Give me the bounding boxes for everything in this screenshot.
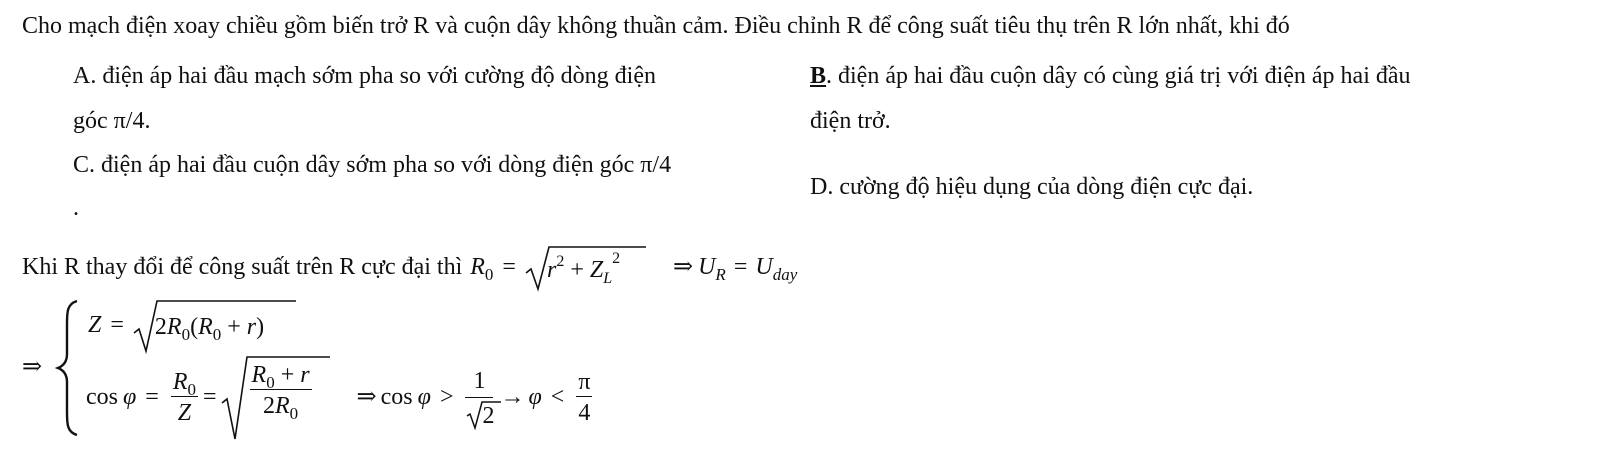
option-a-line1: A. điện áp hai đầu mạch sớm pha so với cường độ dòng điện <box>73 63 656 89</box>
system-row-cos: cos φ = $\frac{R_0}{Z}$ = $\frac{R_0 + r}{2R_0}$ ⇒ cos φ > $\frac{1}{2}$ → φ < $\frac{\pi}{4}$ <box>86 355 595 439</box>
option-b-text: . điện áp hai đầu cuộn dây có cùng giá trị với điện áp hai đầu <box>826 63 1411 89</box>
option-a-line2: góc π/4. <box>73 108 151 134</box>
option-b-letter: B <box>810 63 827 89</box>
frac-1-sqrt2: $\frac{1}{2}$ <box>465 369 493 426</box>
frac-pi-4: $\frac{\pi}{4}$ <box>578 368 591 426</box>
option-b-line1 <box>810 64 1411 88</box>
math-r0: $R_0$ <box>470 254 494 284</box>
cos-label: cos <box>86 384 118 410</box>
system-row-z: Z = $2R_0(R_0 + r)$ <box>88 298 317 352</box>
left-brace-icon <box>55 298 81 438</box>
implies-arrow-2: ⇒ <box>356 384 377 410</box>
cos-label-2: cos <box>380 384 413 410</box>
sqrt-frac: $\frac{R_0 + r}{2R_0}$ <box>221 355 351 439</box>
solution-intro-line: Khi R thay đổi để công suất trên R cực đại thì $R_0$ = $r^2 + Z_L^2$ ⇒ $U_R$ = $U_{day}$ <box>22 244 797 290</box>
frac-r0-z: $\frac{R_0}{Z}$ <box>172 368 196 426</box>
solution-intro-text: Khi R thay đổi để công suất trên R cực đại thì <box>22 254 463 280</box>
option-c-line2: . <box>73 195 79 221</box>
sqrt-2r0: $2R_0(R_0 + r)$ <box>133 299 317 351</box>
question-text: Cho mạch điện xoay chiều gồm biến trở R và cuộn dây không thuần cảm. Điều chỉnh R để công suất tiêu thụ trên R lớn nhất, khi đó <box>22 13 1290 39</box>
sqrt-r2-zl2: $r^2 + Z_L^2$ <box>525 246 667 288</box>
implies-arrow: ⇒ <box>22 354 43 380</box>
option-d-line1: D. cường độ hiệu dụng của dòng điện cực đại. <box>810 174 1254 200</box>
option-b-line2: điện trở. <box>810 108 891 134</box>
option-c-line1: C. điện áp hai đầu cuộn dây sớm pha so với dòng điện góc π/4 <box>73 152 672 178</box>
